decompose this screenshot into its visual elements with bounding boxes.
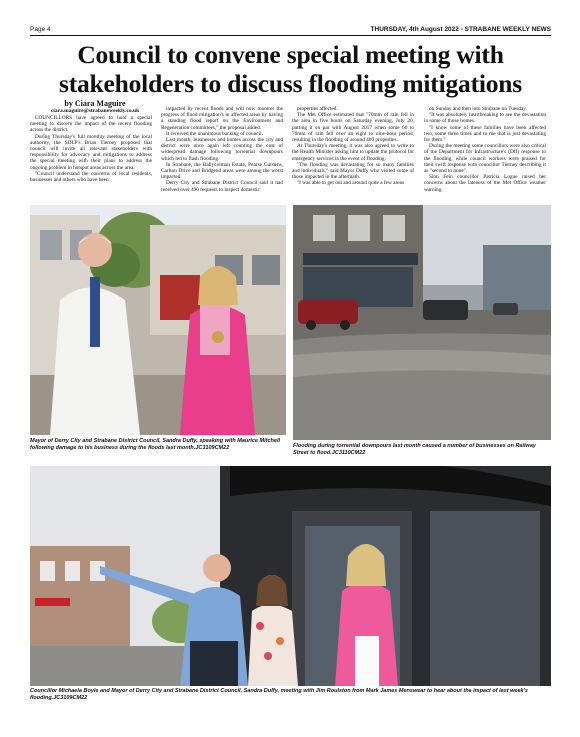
byline <box>40 99 150 115</box>
paragraph: At Thursday's meeting, it was also agreed to write to the Health Minister asking him to update the protocol for emergency services in the event of flooding. <box>292 143 414 162</box>
issue-date-line: THURSDAY, 4th August 2022 - STRABANE WEEKLY NEWS <box>370 26 551 33</box>
paragraph: COUNCILLORS have agreed to hold a special meeting to discern the impact of the recent flooding across the district. <box>30 115 152 134</box>
paragraph: During the meeting some councillors were also critical of the Department for Infrastructure's (DfI) response to the flooding, while council workers were praised for their swift response with councillor Tierney describing it as "second to none". <box>424 143 546 175</box>
paragraph: impacted by recent floods and will now monitor the progress of flood mitigation's in affected areas by having a standing flood report on the Environment and Regeneration committees," the proposal added. <box>161 106 283 131</box>
author-name: by Ciara Maguire <box>64 99 126 108</box>
paragraph: on Sunday and then into Strabane on Tuesday. <box>429 106 527 112</box>
photo-caption: Flooding during torrential downpours last month caused a number of businesses on Railway Street to flood.JC3110CM22 <box>293 443 536 456</box>
photo-caption: Mayor of Derry City and Strabane District Council, Sandra Duffy, speaking with Maurice Mitchell following damage to his business during the floods last month.JC3109CM22 <box>30 438 280 451</box>
paragraph: It received the unanimous backing of council. <box>166 130 263 137</box>
article-column-1 <box>30 115 152 203</box>
article-column-3 <box>292 106 414 205</box>
article-column-2 <box>161 106 283 205</box>
photo-councillors-at-shop <box>30 466 551 686</box>
paragraph: "The flooding was devastating for so many families and individuals," said Mayor Duffy who visited some of those impacted in the aftermath. <box>292 161 414 181</box>
paragraph: The Met Office estimated that "70mm of rain fell in the area in five hours on Saturday evening, July 20, putting it on par with August 2017 when some 60 to 70mm of rain fell over an eight to nine-hour period, resulting in the flooding of around 400 properties. <box>292 112 414 144</box>
author-email: ciara.maguire@strabaneweekly.co.uk <box>50 108 140 114</box>
page-number: Page 4 <box>30 26 51 33</box>
paragraph: properties affected. <box>297 106 338 112</box>
photo-mayor-with-business-owner <box>30 205 286 435</box>
header-rule <box>30 35 551 36</box>
photo-flooded-street <box>293 205 551 440</box>
paragraph: In Strabane, the Ballycolman Estate, Pearse Gardens, Carlton Drive and Bridgend areas were among the worst impacted. <box>161 161 283 181</box>
paragraph: "Council understand the concerns of local residents, businesses and others who have been <box>30 170 152 184</box>
paragraph: During Thursday's full monthly meeting of the local authority, the SDLP's Brian Tierney proposed that council will invite all relevant stakeholders with responsibility for advocacy and mitigations to address the special meeting with their plans to address the ongoing problem in hotspot areas across the area. <box>30 133 152 171</box>
photo-caption: Councillor Michaela Boyle and Mayor of Derry City and Strabane District Council, Sandra Duffy, meeting with Jim Roulston from Mark James Menswear to hear about the impact of last week's flooding.JC3109CM22 <box>30 688 528 701</box>
article-column-4 <box>424 106 546 205</box>
headline: Council to convene special meeting with stakeholders to discuss flooding mitigations <box>58 40 522 98</box>
paragraph: Derry City and Strabane District Council said it had received over 490 requests to inspect domestic <box>161 180 283 193</box>
paragraph: "I know some of these families have been affected two, some three times and to me that is just devastating for them." <box>424 124 546 144</box>
paragraph: "It was absolutely heartbreaking to see the devastation in some of those homes. <box>424 112 546 125</box>
paragraph: Sinn Fein councillor Patricia Logue raised her concerns about the lateness of the Met Office weather warning. <box>424 174 546 193</box>
paragraph: "I was able to get out and around quite a few areas <box>297 180 405 187</box>
paragraph: Last month, businesses and homes across the city and district were once again left counting the cost of widespread damage following torrential downpours which led to flash flooding. <box>161 137 283 162</box>
